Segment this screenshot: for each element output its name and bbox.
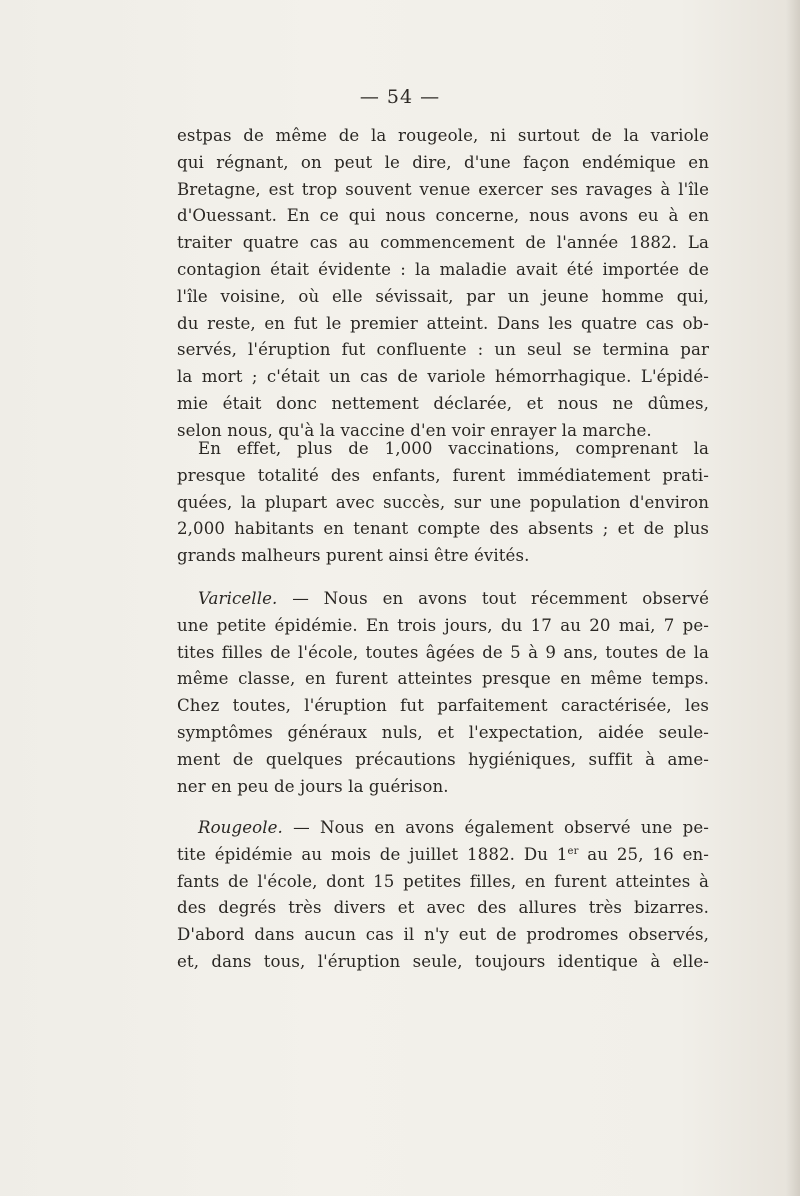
text-line: selon nous, qu'à la vaccine d'en voir enrayer la marche. [177, 420, 652, 440]
paragraph-varicelle [177, 586, 709, 800]
text-line: D'abord dans aucun cas il n'y eut de prodromes observés, [177, 925, 709, 945]
page-edge-shadow [786, 0, 800, 1196]
page-number: — 54 — [359, 86, 441, 108]
text-line: fants de l'école, dont 15 petites filles, en furent atteintes à [177, 871, 709, 891]
text-fragment: tite épidémie au mois de juillet 1882. Du 1 [177, 844, 568, 864]
text-fragment: — Nous en avons tout récemment observé [277, 589, 709, 608]
text-line [177, 586, 709, 613]
text-line: même classe, en furent atteintes presque en même temps. [177, 669, 709, 689]
text-line: mie était donc nettement déclarée, et nous ne dûmes, [177, 393, 709, 413]
text-line: traiter quatre cas au commencement de l'année 1882. La [177, 233, 709, 253]
paragraph-rougeole [177, 815, 709, 976]
text-line: quées, la plupart avec succès, sur une population d'environ [177, 492, 709, 512]
text-line: l'île voisine, où elle sévissait, par un jeune homme qui, [177, 286, 709, 306]
text-line: ment de quelques précautions hygiéniques, suffit à ame- [177, 749, 709, 769]
text-line: et, dans tous, l'éruption seule, toujours identique à elle- [177, 951, 709, 971]
text-line: servés, l'éruption fut confluente : un seul se termina par [177, 340, 709, 360]
paragraph-variole [177, 123, 709, 445]
text-line: contagion était évidente : la maladie avait été importée de [177, 259, 709, 279]
text-line: presque totalité des enfants, furent immédiatement prati- [177, 465, 709, 485]
text-line: tites filles de l'école, toutes âgées de 5 à 9 ans, toutes de la [177, 642, 709, 662]
text-line: estpas de même de la rougeole, ni surtout de la variole [177, 126, 709, 145]
text-line: 2,000 habitants en tenant compte des absents ; et de plus [177, 519, 709, 539]
text-line: du reste, en fut le premier atteint. Dans les quatre cas ob- [177, 313, 709, 333]
text-line [177, 842, 709, 869]
text-fragment: au 25, 16 en- [578, 844, 709, 864]
superscript: er [567, 845, 579, 857]
text-line: la mort ; c'était un cas de variole hémorrhagique. L'épidé- [177, 367, 709, 387]
text-line: En effet, plus de 1,000 vaccinations, comprenant la [198, 439, 709, 458]
text-line: ner en peu de jours la guérison. [177, 776, 449, 796]
section-heading-rougeole: Rougeole. [198, 818, 283, 837]
paragraph-vaccinations [177, 436, 709, 570]
text-fragment: — Nous en avons également observé une pe- [282, 818, 709, 837]
text-line: symptômes généraux nuls, et l'expectation, aidée seule- [177, 722, 709, 742]
text-line: Bretagne, est trop souvent venue exercer ses ravages à l'île [177, 179, 709, 199]
text-line: une petite épidémie. En trois jours, du 17 au 20 mai, 7 pe- [177, 615, 709, 635]
text-line [177, 815, 709, 842]
text-line: Chez toutes, l'éruption fut parfaitement caractérisée, les [177, 696, 709, 716]
text-line: qui régnant, on peut le dire, d'une façon endémique en [177, 152, 709, 172]
section-heading-varicelle: Varicelle. [198, 589, 278, 608]
text-line: d'Ouessant. En ce qui nous concerne, nous avons eu à en [177, 206, 709, 226]
text-line: grands malheurs purent ainsi être évités. [177, 546, 530, 566]
text-line: des degrés très divers et avec des allures très bizarres. [177, 898, 709, 918]
